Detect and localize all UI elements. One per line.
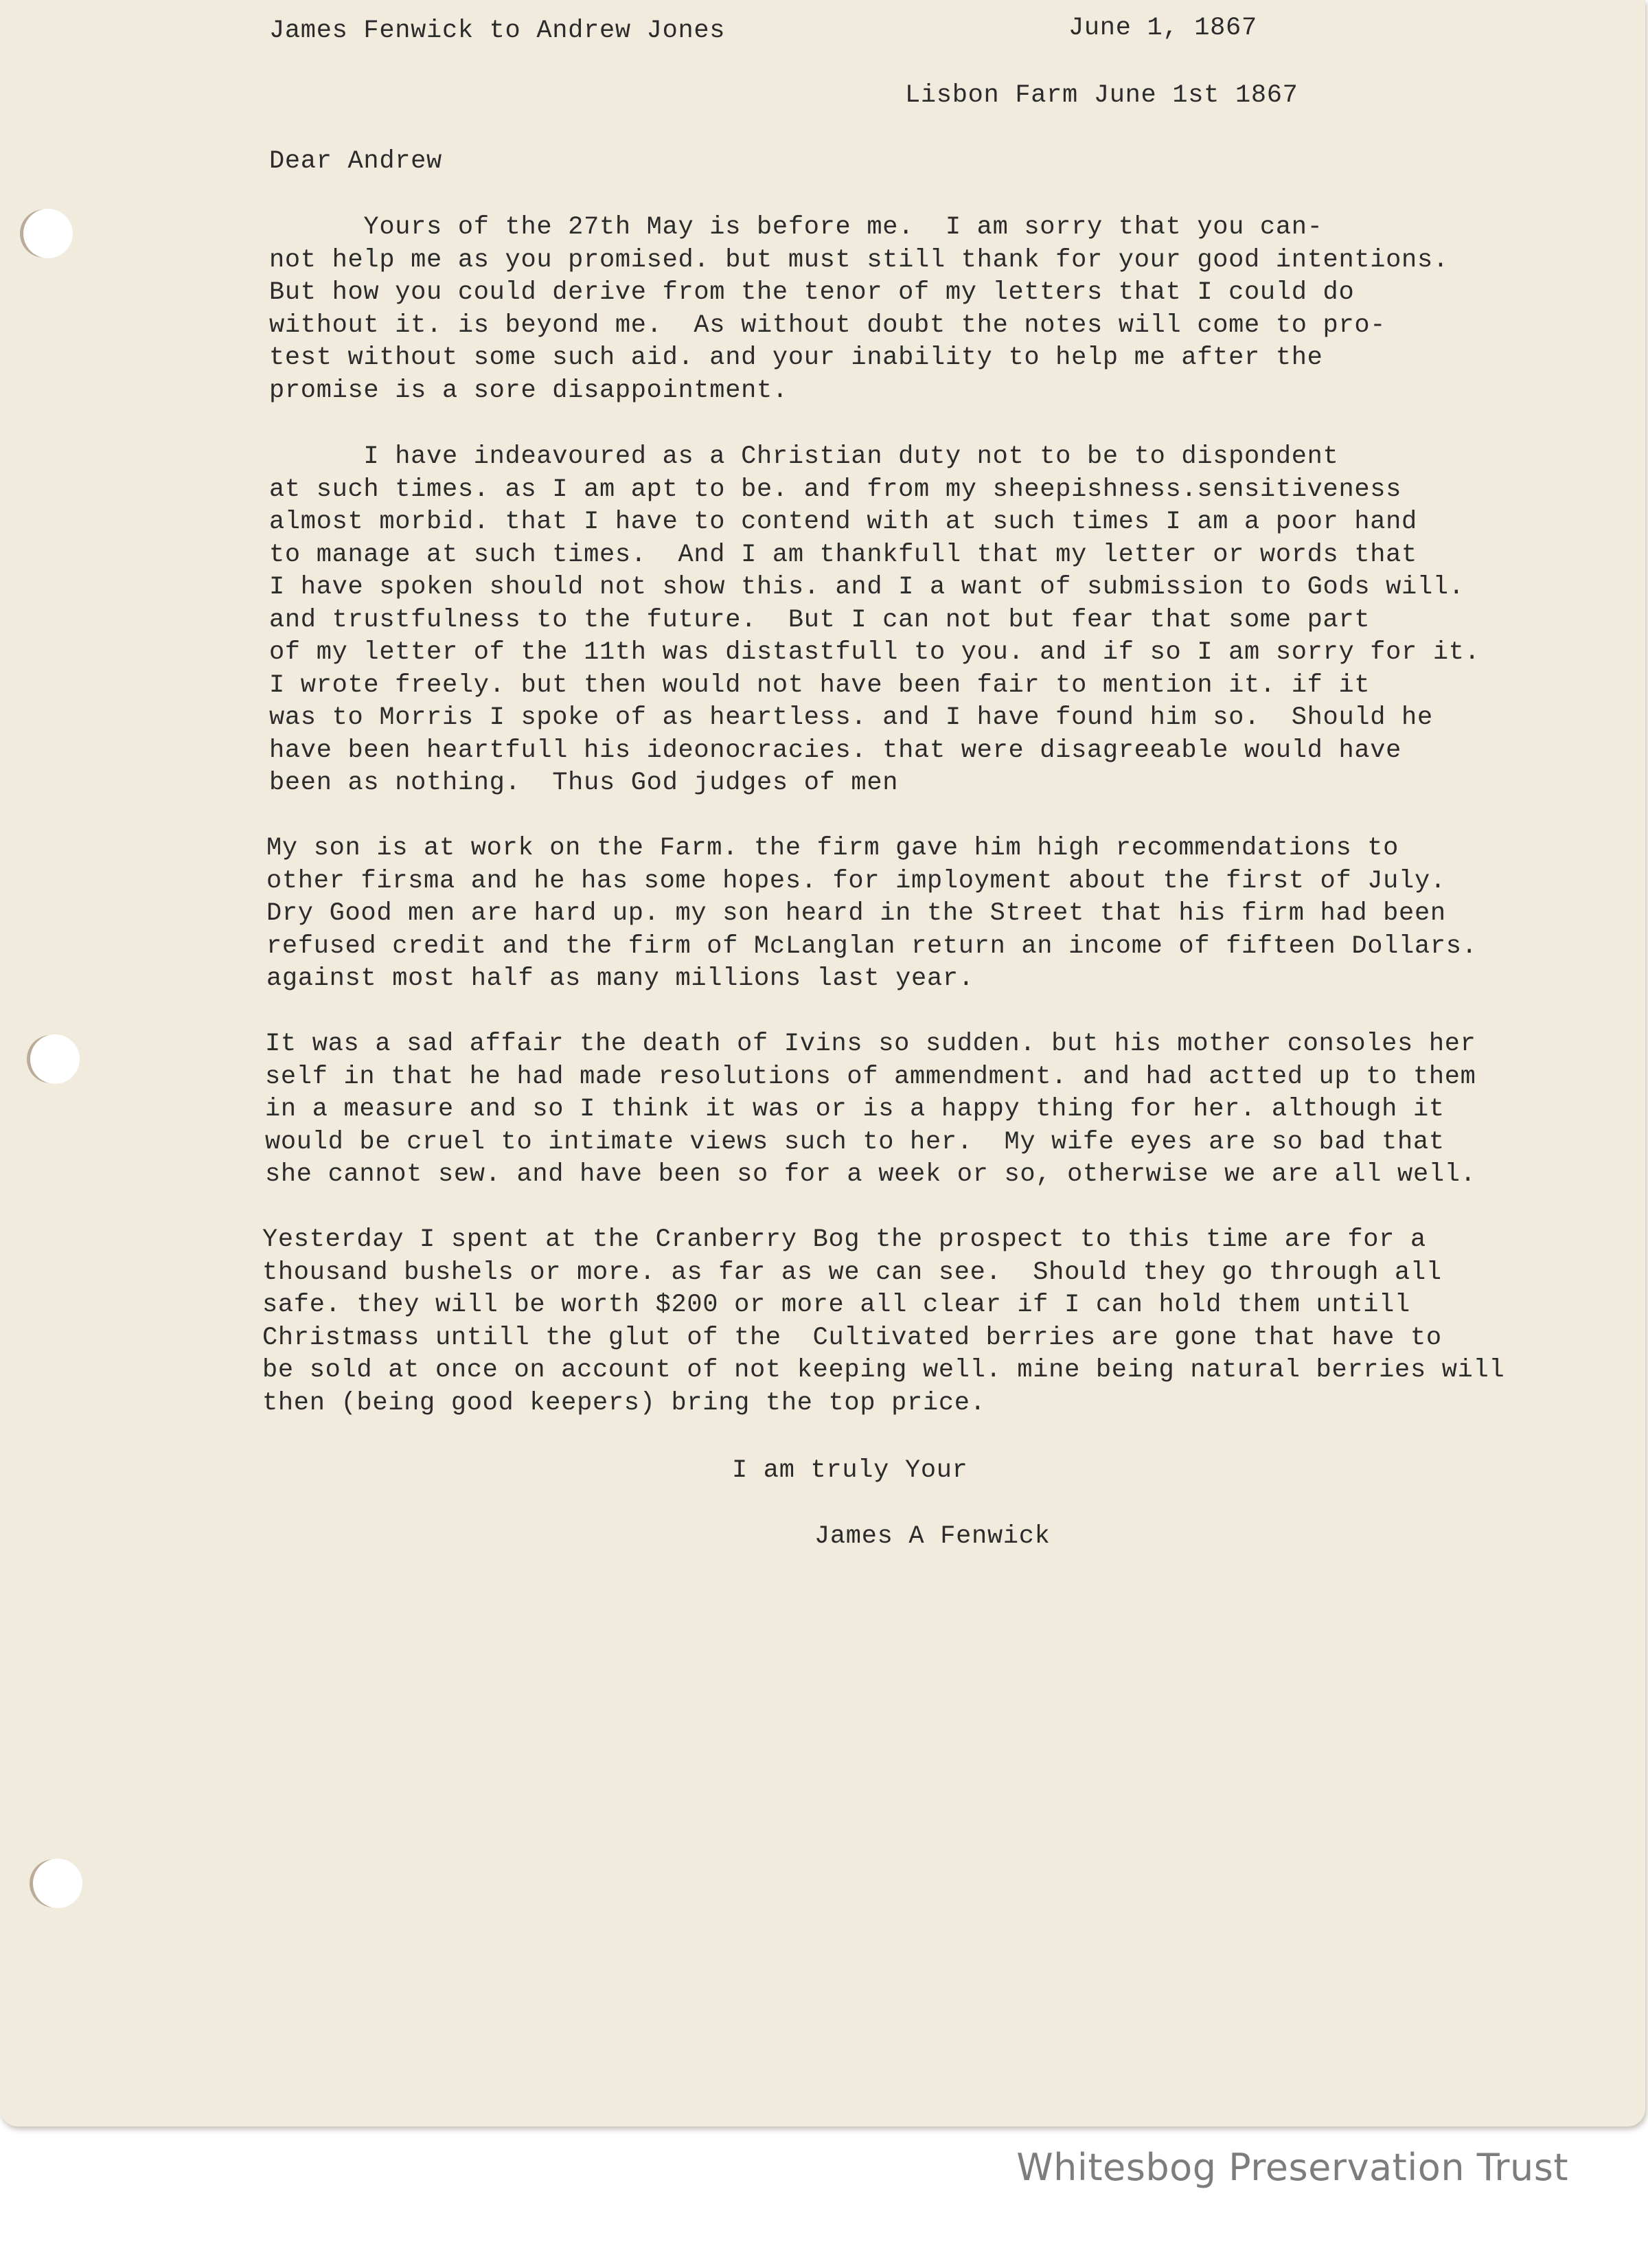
text-line: against most half as many millions last year. <box>266 964 974 993</box>
text-line: test without some such aid. and your inability to help me after the <box>269 343 1323 372</box>
text-line: My son is at work on the Farm. the firm gave him high recommendations to <box>266 834 1399 863</box>
text-line: she cannot sew. and have been so for a week or so, otherwise we are all well. <box>265 1160 1476 1189</box>
text-line: been as nothing. Thus God judges of men <box>269 769 899 797</box>
binder-hole <box>33 1859 82 1908</box>
text-line: be sold at once on account of not keeping well. mine being natural berries will <box>262 1356 1505 1385</box>
text-line: and trustfulness to the future. But I can not but fear that some part <box>269 605 1371 635</box>
watermark-text: Whitesbog Preservation Trust <box>1016 2146 1568 2189</box>
text-line: without it. is beyond me. As without doubt the notes will come to pro- <box>269 310 1386 340</box>
text-line: refused credit and the firm of McLanglan return an income of fifteen Dollars. <box>266 931 1478 961</box>
text-line: other firsma and he has some hopes. for imployment about the first of July. <box>266 866 1446 896</box>
letter-paragraph <box>269 212 1449 407</box>
letter-paragraph <box>266 832 1478 996</box>
text-line: But how you could derive from the tenor of my letters that I could do <box>269 278 1355 307</box>
text-line: in a measure and so I think it was or is a happy thing for her. although it <box>265 1095 1445 1124</box>
text-line: was to Morris I spoke of as heartless. and I have found him so. Should he <box>269 703 1433 732</box>
text-line: have been heartfull his ideonocracies. that were disagreeable would have <box>269 736 1402 765</box>
text-line: Christmass untill the glut of the Cultivated berries are gone that have to <box>262 1323 1442 1352</box>
text-line: Dry Good men are hard up. my son heard in the Street that his firm had been <box>266 899 1446 928</box>
document-date: June 1, 1867 <box>1068 14 1257 43</box>
text-line: of my letter of the 11th was distastfull to you. and if so I am sorry for it. <box>269 638 1480 667</box>
text-line: almost morbid. that I have to contend with at such times I am a poor hand <box>269 508 1417 536</box>
text-line: then (being good keepers) bring the top price. <box>262 1388 986 1418</box>
text-line: promise is a sore disappointment. <box>269 376 788 405</box>
text-line: at such times. as I am apt to be. and from my sheepishness.sensitiveness <box>269 475 1402 504</box>
letter-closing: I am truly Your <box>732 1456 968 1485</box>
text-line: I wrote freely. but then would not have been fair to mention it. if it <box>269 670 1371 700</box>
letter-paragraph <box>262 1224 1504 1420</box>
text-line: It was a sad affair the death of Ivins so sudden. but his mother consoles her <box>265 1030 1476 1058</box>
text-line: Yesterday I spent at the Cranberry Bog the prospect to this time are for a <box>262 1225 1426 1254</box>
text-line: thousand bushels or more. as far as we can see. Should they go through all <box>262 1258 1442 1287</box>
text-line: safe. they will be worth $200 or more all clear if I can hold them untill <box>262 1291 1410 1319</box>
letter-paragraph <box>265 1028 1476 1192</box>
letter-signature: James A Fenwick <box>814 1522 1051 1551</box>
text-line: self in that he had made resolutions of ammendment. and had actted up to them <box>265 1062 1476 1091</box>
text-line: Yours of the 27th May is before me. I am sorry that you can- <box>269 213 1323 242</box>
document-title: James Fenwick to Andrew Jones <box>269 16 726 45</box>
binder-hole <box>23 209 73 258</box>
text-line: I have spoken should not show this. and I a want of submission to Gods will. <box>269 573 1465 602</box>
letter-salutation: Dear Andrew <box>269 147 442 176</box>
text-line: to manage at such times. And I am thankfull that my letter or words that <box>269 540 1417 569</box>
text-line: I have indeavoured as a Christian duty not to be to dispondent <box>269 442 1339 471</box>
binder-hole <box>30 1034 80 1084</box>
letter-place-date: Lisbon Farm June 1st 1867 <box>905 81 1298 110</box>
text-line: would be cruel to intimate views such to her. My wife eyes are so bad that <box>265 1127 1445 1157</box>
text-line: not help me as you promised. but must still thank for your good intentions. <box>269 245 1449 275</box>
letter-paragraph <box>269 441 1480 800</box>
